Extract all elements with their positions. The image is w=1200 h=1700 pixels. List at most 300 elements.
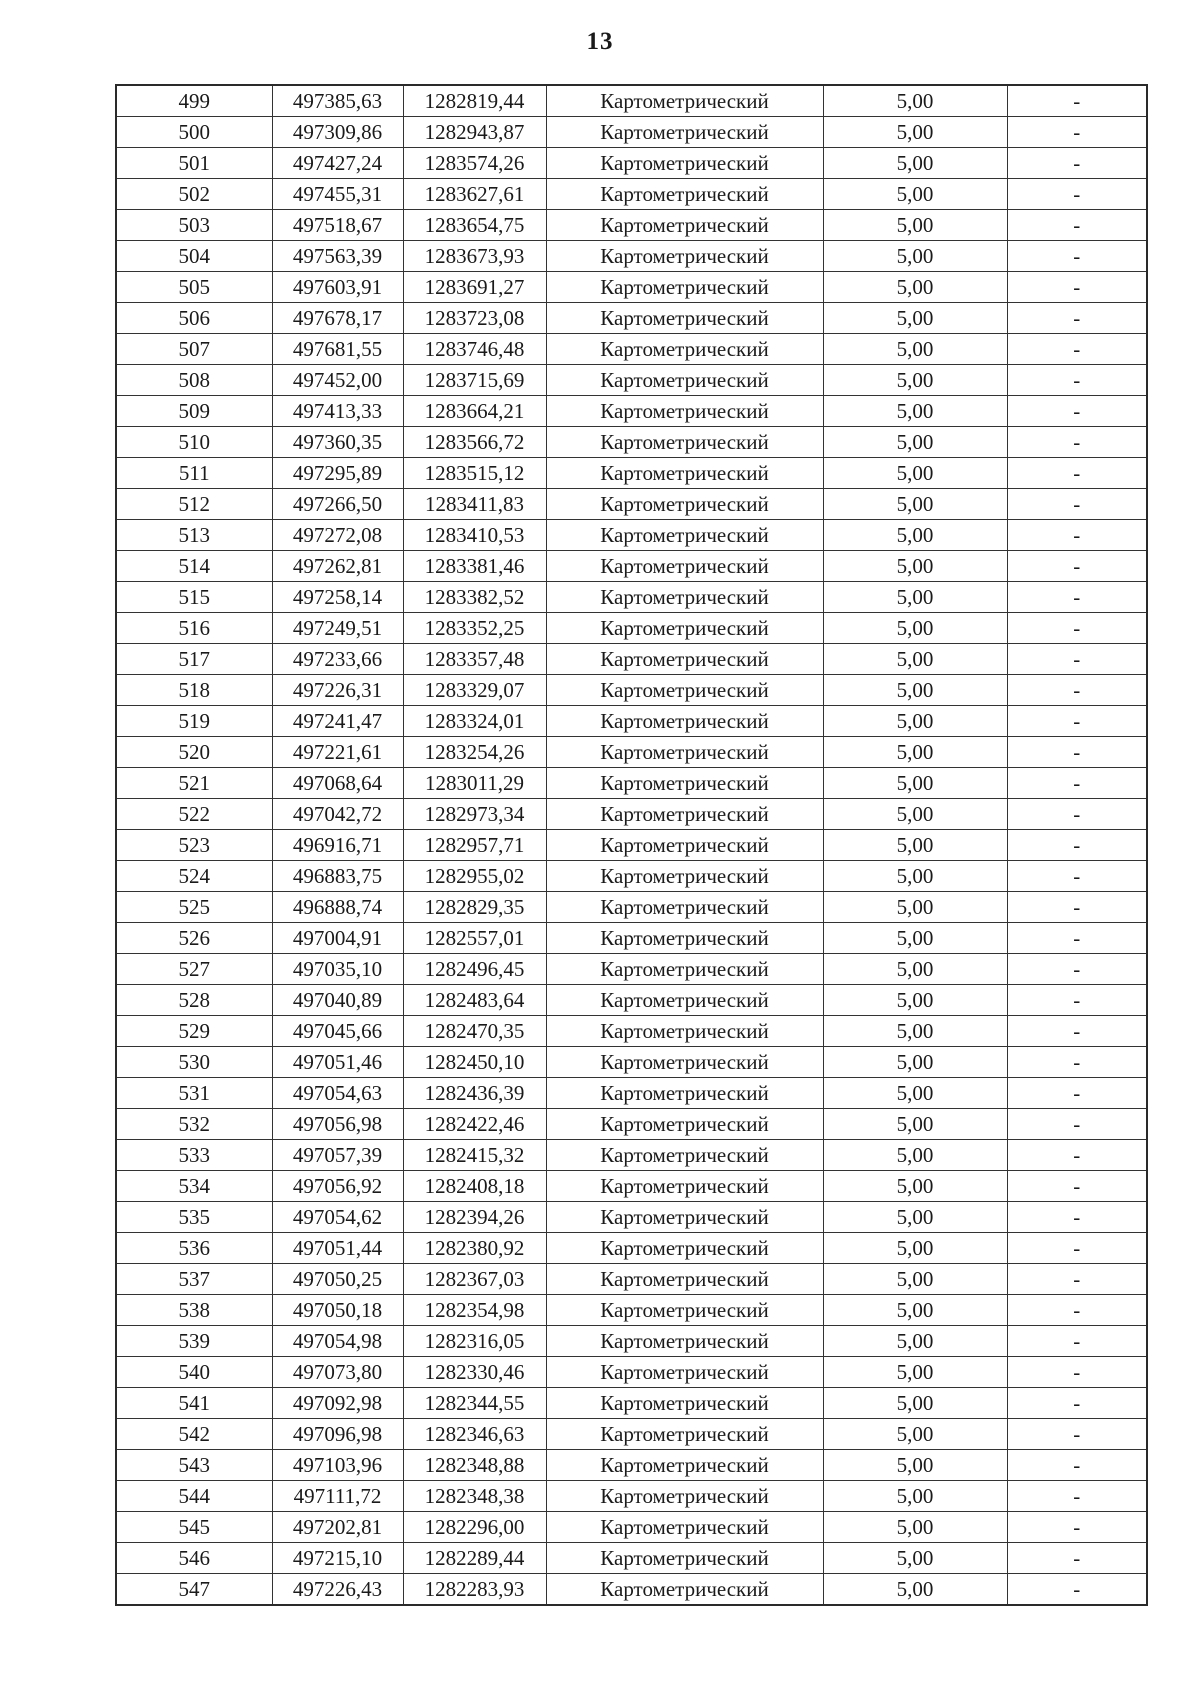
method-cell: Картометрический xyxy=(546,334,823,365)
description-cell: - xyxy=(1007,923,1147,954)
x-coordinate-cell: 497518,67 xyxy=(272,210,403,241)
point-number-cell: 518 xyxy=(116,675,272,706)
table-row xyxy=(116,1202,1147,1233)
point-number-cell: 517 xyxy=(116,644,272,675)
x-coordinate-cell: 497258,14 xyxy=(272,582,403,613)
accuracy-cell: 5,00 xyxy=(823,737,1007,768)
accuracy-cell: 5,00 xyxy=(823,551,1007,582)
method-cell: Картометрический xyxy=(546,396,823,427)
accuracy-cell: 5,00 xyxy=(823,117,1007,148)
table-row xyxy=(116,272,1147,303)
point-number-cell: 537 xyxy=(116,1264,272,1295)
description-cell: - xyxy=(1007,954,1147,985)
x-coordinate-cell: 497563,39 xyxy=(272,241,403,272)
description-cell: - xyxy=(1007,768,1147,799)
description-cell: - xyxy=(1007,861,1147,892)
accuracy-cell: 5,00 xyxy=(823,303,1007,334)
x-coordinate-cell: 497056,92 xyxy=(272,1171,403,1202)
method-cell: Картометрический xyxy=(546,1109,823,1140)
method-cell: Картометрический xyxy=(546,985,823,1016)
method-cell: Картометрический xyxy=(546,1543,823,1574)
table-row xyxy=(116,582,1147,613)
coordinates-table xyxy=(115,84,1148,1606)
x-coordinate-cell: 497051,44 xyxy=(272,1233,403,1264)
point-number-cell: 538 xyxy=(116,1295,272,1326)
table-row xyxy=(116,1574,1147,1606)
table-row xyxy=(116,365,1147,396)
point-number-cell: 527 xyxy=(116,954,272,985)
x-coordinate-cell: 496916,71 xyxy=(272,830,403,861)
y-coordinate-cell: 1283352,25 xyxy=(403,613,546,644)
method-cell: Картометрический xyxy=(546,551,823,582)
point-number-cell: 525 xyxy=(116,892,272,923)
point-number-cell: 544 xyxy=(116,1481,272,1512)
y-coordinate-cell: 1282380,92 xyxy=(403,1233,546,1264)
y-coordinate-cell: 1282829,35 xyxy=(403,892,546,923)
method-cell: Картометрический xyxy=(546,1047,823,1078)
table-row xyxy=(116,458,1147,489)
accuracy-cell: 5,00 xyxy=(823,1388,1007,1419)
table-row xyxy=(116,644,1147,675)
table-row xyxy=(116,85,1147,117)
y-coordinate-cell: 1282289,44 xyxy=(403,1543,546,1574)
point-number-cell: 539 xyxy=(116,1326,272,1357)
y-coordinate-cell: 1283411,83 xyxy=(403,489,546,520)
table-row xyxy=(116,706,1147,737)
point-number-cell: 509 xyxy=(116,396,272,427)
table-row xyxy=(116,396,1147,427)
description-cell: - xyxy=(1007,85,1147,117)
y-coordinate-cell: 1283515,12 xyxy=(403,458,546,489)
table-row xyxy=(116,1450,1147,1481)
method-cell: Картометрический xyxy=(546,1357,823,1388)
x-coordinate-cell: 497455,31 xyxy=(272,179,403,210)
point-number-cell: 499 xyxy=(116,85,272,117)
method-cell: Картометрический xyxy=(546,117,823,148)
accuracy-cell: 5,00 xyxy=(823,1202,1007,1233)
accuracy-cell: 5,00 xyxy=(823,1512,1007,1543)
y-coordinate-cell: 1283254,26 xyxy=(403,737,546,768)
point-number-cell: 541 xyxy=(116,1388,272,1419)
description-cell: - xyxy=(1007,179,1147,210)
accuracy-cell: 5,00 xyxy=(823,396,1007,427)
accuracy-cell: 5,00 xyxy=(823,272,1007,303)
accuracy-cell: 5,00 xyxy=(823,1047,1007,1078)
x-coordinate-cell: 497427,24 xyxy=(272,148,403,179)
method-cell: Картометрический xyxy=(546,1388,823,1419)
description-cell: - xyxy=(1007,551,1147,582)
point-number-cell: 501 xyxy=(116,148,272,179)
y-coordinate-cell: 1282330,46 xyxy=(403,1357,546,1388)
point-number-cell: 511 xyxy=(116,458,272,489)
x-coordinate-cell: 497603,91 xyxy=(272,272,403,303)
accuracy-cell: 5,00 xyxy=(823,1543,1007,1574)
description-cell: - xyxy=(1007,1357,1147,1388)
method-cell: Картометрический xyxy=(546,954,823,985)
point-number-cell: 508 xyxy=(116,365,272,396)
point-number-cell: 512 xyxy=(116,489,272,520)
description-cell: - xyxy=(1007,1481,1147,1512)
y-coordinate-cell: 1283627,61 xyxy=(403,179,546,210)
table-row xyxy=(116,1295,1147,1326)
description-cell: - xyxy=(1007,272,1147,303)
table-row xyxy=(116,1047,1147,1078)
table-row xyxy=(116,1357,1147,1388)
point-number-cell: 536 xyxy=(116,1233,272,1264)
point-number-cell: 533 xyxy=(116,1140,272,1171)
description-cell: - xyxy=(1007,520,1147,551)
y-coordinate-cell: 1282943,87 xyxy=(403,117,546,148)
method-cell: Картометрический xyxy=(546,85,823,117)
method-cell: Картометрический xyxy=(546,179,823,210)
point-number-cell: 528 xyxy=(116,985,272,1016)
description-cell: - xyxy=(1007,1016,1147,1047)
table-row xyxy=(116,1388,1147,1419)
y-coordinate-cell: 1282955,02 xyxy=(403,861,546,892)
accuracy-cell: 5,00 xyxy=(823,334,1007,365)
accuracy-cell: 5,00 xyxy=(823,1078,1007,1109)
y-coordinate-cell: 1283691,27 xyxy=(403,272,546,303)
description-cell: - xyxy=(1007,1543,1147,1574)
table-row xyxy=(116,179,1147,210)
y-coordinate-cell: 1282283,93 xyxy=(403,1574,546,1606)
accuracy-cell: 5,00 xyxy=(823,954,1007,985)
y-coordinate-cell: 1283746,48 xyxy=(403,334,546,365)
method-cell: Картометрический xyxy=(546,582,823,613)
table-row xyxy=(116,675,1147,706)
point-number-cell: 530 xyxy=(116,1047,272,1078)
y-coordinate-cell: 1283382,52 xyxy=(403,582,546,613)
accuracy-cell: 5,00 xyxy=(823,1450,1007,1481)
x-coordinate-cell: 497241,47 xyxy=(272,706,403,737)
accuracy-cell: 5,00 xyxy=(823,768,1007,799)
accuracy-cell: 5,00 xyxy=(823,210,1007,241)
method-cell: Картометрический xyxy=(546,675,823,706)
table-row xyxy=(116,1481,1147,1512)
description-cell: - xyxy=(1007,892,1147,923)
table-row xyxy=(116,303,1147,334)
y-coordinate-cell: 1282470,35 xyxy=(403,1016,546,1047)
description-cell: - xyxy=(1007,1233,1147,1264)
x-coordinate-cell: 497096,98 xyxy=(272,1419,403,1450)
description-cell: - xyxy=(1007,1047,1147,1078)
table-row xyxy=(116,334,1147,365)
table-row xyxy=(116,241,1147,272)
method-cell: Картометрический xyxy=(546,799,823,830)
point-number-cell: 542 xyxy=(116,1419,272,1450)
x-coordinate-cell: 497221,61 xyxy=(272,737,403,768)
point-number-cell: 531 xyxy=(116,1078,272,1109)
y-coordinate-cell: 1283357,48 xyxy=(403,644,546,675)
method-cell: Картометрический xyxy=(546,210,823,241)
point-number-cell: 534 xyxy=(116,1171,272,1202)
description-cell: - xyxy=(1007,1512,1147,1543)
y-coordinate-cell: 1283673,93 xyxy=(403,241,546,272)
method-cell: Картометрический xyxy=(546,1481,823,1512)
point-number-cell: 545 xyxy=(116,1512,272,1543)
point-number-cell: 513 xyxy=(116,520,272,551)
method-cell: Картометрический xyxy=(546,427,823,458)
description-cell: - xyxy=(1007,1202,1147,1233)
y-coordinate-cell: 1282819,44 xyxy=(403,85,546,117)
table-row xyxy=(116,737,1147,768)
y-coordinate-cell: 1282348,88 xyxy=(403,1450,546,1481)
point-number-cell: 521 xyxy=(116,768,272,799)
point-number-cell: 546 xyxy=(116,1543,272,1574)
point-number-cell: 524 xyxy=(116,861,272,892)
table-row xyxy=(116,210,1147,241)
accuracy-cell: 5,00 xyxy=(823,892,1007,923)
accuracy-cell: 5,00 xyxy=(823,1171,1007,1202)
method-cell: Картометрический xyxy=(546,1574,823,1606)
x-coordinate-cell: 497051,46 xyxy=(272,1047,403,1078)
method-cell: Картометрический xyxy=(546,1016,823,1047)
table-row xyxy=(116,1512,1147,1543)
table-row xyxy=(116,1326,1147,1357)
point-number-cell: 502 xyxy=(116,179,272,210)
x-coordinate-cell: 497111,72 xyxy=(272,1481,403,1512)
accuracy-cell: 5,00 xyxy=(823,85,1007,117)
table-row xyxy=(116,551,1147,582)
y-coordinate-cell: 1282316,05 xyxy=(403,1326,546,1357)
y-coordinate-cell: 1282436,39 xyxy=(403,1078,546,1109)
method-cell: Картометрический xyxy=(546,830,823,861)
y-coordinate-cell: 1282408,18 xyxy=(403,1171,546,1202)
y-coordinate-cell: 1282296,00 xyxy=(403,1512,546,1543)
method-cell: Картометрический xyxy=(546,892,823,923)
method-cell: Картометрический xyxy=(546,1233,823,1264)
table-row xyxy=(116,830,1147,861)
x-coordinate-cell: 497233,66 xyxy=(272,644,403,675)
description-cell: - xyxy=(1007,1574,1147,1606)
page-number: 13 xyxy=(586,28,614,55)
accuracy-cell: 5,00 xyxy=(823,923,1007,954)
y-coordinate-cell: 1282354,98 xyxy=(403,1295,546,1326)
point-number-cell: 510 xyxy=(116,427,272,458)
x-coordinate-cell: 497295,89 xyxy=(272,458,403,489)
description-cell: - xyxy=(1007,148,1147,179)
x-coordinate-cell: 497202,81 xyxy=(272,1512,403,1543)
accuracy-cell: 5,00 xyxy=(823,489,1007,520)
description-cell: - xyxy=(1007,427,1147,458)
table-row xyxy=(116,923,1147,954)
accuracy-cell: 5,00 xyxy=(823,1419,1007,1450)
accuracy-cell: 5,00 xyxy=(823,706,1007,737)
method-cell: Картометрический xyxy=(546,1078,823,1109)
accuracy-cell: 5,00 xyxy=(823,985,1007,1016)
point-number-cell: 505 xyxy=(116,272,272,303)
y-coordinate-cell: 1283381,46 xyxy=(403,551,546,582)
point-number-cell: 500 xyxy=(116,117,272,148)
method-cell: Картометрический xyxy=(546,1326,823,1357)
description-cell: - xyxy=(1007,706,1147,737)
table-row xyxy=(116,1078,1147,1109)
method-cell: Картометрический xyxy=(546,1202,823,1233)
table-row xyxy=(116,1140,1147,1171)
point-number-cell: 514 xyxy=(116,551,272,582)
description-cell: - xyxy=(1007,613,1147,644)
table-row xyxy=(116,613,1147,644)
y-coordinate-cell: 1283715,69 xyxy=(403,365,546,396)
point-number-cell: 543 xyxy=(116,1450,272,1481)
table-row xyxy=(116,985,1147,1016)
table-row xyxy=(116,768,1147,799)
point-number-cell: 529 xyxy=(116,1016,272,1047)
table-row xyxy=(116,1543,1147,1574)
method-cell: Картометрический xyxy=(546,272,823,303)
x-coordinate-cell: 497681,55 xyxy=(272,334,403,365)
x-coordinate-cell: 497360,35 xyxy=(272,427,403,458)
description-cell: - xyxy=(1007,675,1147,706)
table-row xyxy=(116,1171,1147,1202)
description-cell: - xyxy=(1007,210,1147,241)
accuracy-cell: 5,00 xyxy=(823,1326,1007,1357)
accuracy-cell: 5,00 xyxy=(823,1016,1007,1047)
table-row xyxy=(116,799,1147,830)
point-number-cell: 503 xyxy=(116,210,272,241)
point-number-cell: 532 xyxy=(116,1109,272,1140)
method-cell: Картометрический xyxy=(546,613,823,644)
y-coordinate-cell: 1282483,64 xyxy=(403,985,546,1016)
method-cell: Картометрический xyxy=(546,489,823,520)
y-coordinate-cell: 1282348,38 xyxy=(403,1481,546,1512)
x-coordinate-cell: 497272,08 xyxy=(272,520,403,551)
point-number-cell: 506 xyxy=(116,303,272,334)
x-coordinate-cell: 496888,74 xyxy=(272,892,403,923)
method-cell: Картометрический xyxy=(546,303,823,334)
accuracy-cell: 5,00 xyxy=(823,799,1007,830)
method-cell: Картометрический xyxy=(546,768,823,799)
table-row xyxy=(116,1109,1147,1140)
method-cell: Картометрический xyxy=(546,458,823,489)
x-coordinate-cell: 497452,00 xyxy=(272,365,403,396)
description-cell: - xyxy=(1007,799,1147,830)
table-row xyxy=(116,117,1147,148)
accuracy-cell: 5,00 xyxy=(823,1233,1007,1264)
accuracy-cell: 5,00 xyxy=(823,148,1007,179)
y-coordinate-cell: 1283011,29 xyxy=(403,768,546,799)
description-cell: - xyxy=(1007,985,1147,1016)
y-coordinate-cell: 1282415,32 xyxy=(403,1140,546,1171)
point-number-cell: 526 xyxy=(116,923,272,954)
accuracy-cell: 5,00 xyxy=(823,1357,1007,1388)
description-cell: - xyxy=(1007,644,1147,675)
x-coordinate-cell: 497057,39 xyxy=(272,1140,403,1171)
accuracy-cell: 5,00 xyxy=(823,1295,1007,1326)
accuracy-cell: 5,00 xyxy=(823,427,1007,458)
point-number-cell: 522 xyxy=(116,799,272,830)
method-cell: Картометрический xyxy=(546,644,823,675)
x-coordinate-cell: 497262,81 xyxy=(272,551,403,582)
table-row xyxy=(116,1419,1147,1450)
x-coordinate-cell: 497385,63 xyxy=(272,85,403,117)
method-cell: Картометрический xyxy=(546,1295,823,1326)
method-cell: Картометрический xyxy=(546,241,823,272)
method-cell: Картометрический xyxy=(546,1512,823,1543)
x-coordinate-cell: 497226,43 xyxy=(272,1574,403,1606)
point-number-cell: 516 xyxy=(116,613,272,644)
description-cell: - xyxy=(1007,334,1147,365)
table-row xyxy=(116,520,1147,551)
y-coordinate-cell: 1283410,53 xyxy=(403,520,546,551)
table-row xyxy=(116,861,1147,892)
accuracy-cell: 5,00 xyxy=(823,458,1007,489)
accuracy-cell: 5,00 xyxy=(823,520,1007,551)
method-cell: Картометрический xyxy=(546,148,823,179)
method-cell: Картометрический xyxy=(546,923,823,954)
y-coordinate-cell: 1283723,08 xyxy=(403,303,546,334)
x-coordinate-cell: 496883,75 xyxy=(272,861,403,892)
method-cell: Картометрический xyxy=(546,365,823,396)
accuracy-cell: 5,00 xyxy=(823,861,1007,892)
table-row xyxy=(116,148,1147,179)
accuracy-cell: 5,00 xyxy=(823,1109,1007,1140)
point-number-cell: 540 xyxy=(116,1357,272,1388)
description-cell: - xyxy=(1007,830,1147,861)
description-cell: - xyxy=(1007,582,1147,613)
y-coordinate-cell: 1282367,03 xyxy=(403,1264,546,1295)
x-coordinate-cell: 497054,98 xyxy=(272,1326,403,1357)
y-coordinate-cell: 1282973,34 xyxy=(403,799,546,830)
y-coordinate-cell: 1282450,10 xyxy=(403,1047,546,1078)
x-coordinate-cell: 497068,64 xyxy=(272,768,403,799)
description-cell: - xyxy=(1007,1419,1147,1450)
x-coordinate-cell: 497004,91 xyxy=(272,923,403,954)
accuracy-cell: 5,00 xyxy=(823,675,1007,706)
accuracy-cell: 5,00 xyxy=(823,241,1007,272)
x-coordinate-cell: 497050,18 xyxy=(272,1295,403,1326)
method-cell: Картометрический xyxy=(546,520,823,551)
x-coordinate-cell: 497042,72 xyxy=(272,799,403,830)
point-number-cell: 520 xyxy=(116,737,272,768)
description-cell: - xyxy=(1007,303,1147,334)
description-cell: - xyxy=(1007,1264,1147,1295)
x-coordinate-cell: 497226,31 xyxy=(272,675,403,706)
point-number-cell: 535 xyxy=(116,1202,272,1233)
y-coordinate-cell: 1282344,55 xyxy=(403,1388,546,1419)
x-coordinate-cell: 497056,98 xyxy=(272,1109,403,1140)
description-cell: - xyxy=(1007,1109,1147,1140)
method-cell: Картометрический xyxy=(546,1171,823,1202)
y-coordinate-cell: 1283329,07 xyxy=(403,675,546,706)
x-coordinate-cell: 497249,51 xyxy=(272,613,403,644)
x-coordinate-cell: 497040,89 xyxy=(272,985,403,1016)
method-cell: Картометрический xyxy=(546,737,823,768)
x-coordinate-cell: 497678,17 xyxy=(272,303,403,334)
coordinates-table-body xyxy=(116,85,1147,1605)
y-coordinate-cell: 1282346,63 xyxy=(403,1419,546,1450)
x-coordinate-cell: 497413,33 xyxy=(272,396,403,427)
y-coordinate-cell: 1283324,01 xyxy=(403,706,546,737)
y-coordinate-cell: 1282557,01 xyxy=(403,923,546,954)
y-coordinate-cell: 1282957,71 xyxy=(403,830,546,861)
description-cell: - xyxy=(1007,1326,1147,1357)
accuracy-cell: 5,00 xyxy=(823,179,1007,210)
table-row xyxy=(116,489,1147,520)
table-row xyxy=(116,1016,1147,1047)
x-coordinate-cell: 497092,98 xyxy=(272,1388,403,1419)
description-cell: - xyxy=(1007,1171,1147,1202)
y-coordinate-cell: 1282496,45 xyxy=(403,954,546,985)
y-coordinate-cell: 1283654,75 xyxy=(403,210,546,241)
y-coordinate-cell: 1283574,26 xyxy=(403,148,546,179)
accuracy-cell: 5,00 xyxy=(823,1481,1007,1512)
description-cell: - xyxy=(1007,396,1147,427)
x-coordinate-cell: 497266,50 xyxy=(272,489,403,520)
description-cell: - xyxy=(1007,1140,1147,1171)
point-number-cell: 515 xyxy=(116,582,272,613)
accuracy-cell: 5,00 xyxy=(823,613,1007,644)
